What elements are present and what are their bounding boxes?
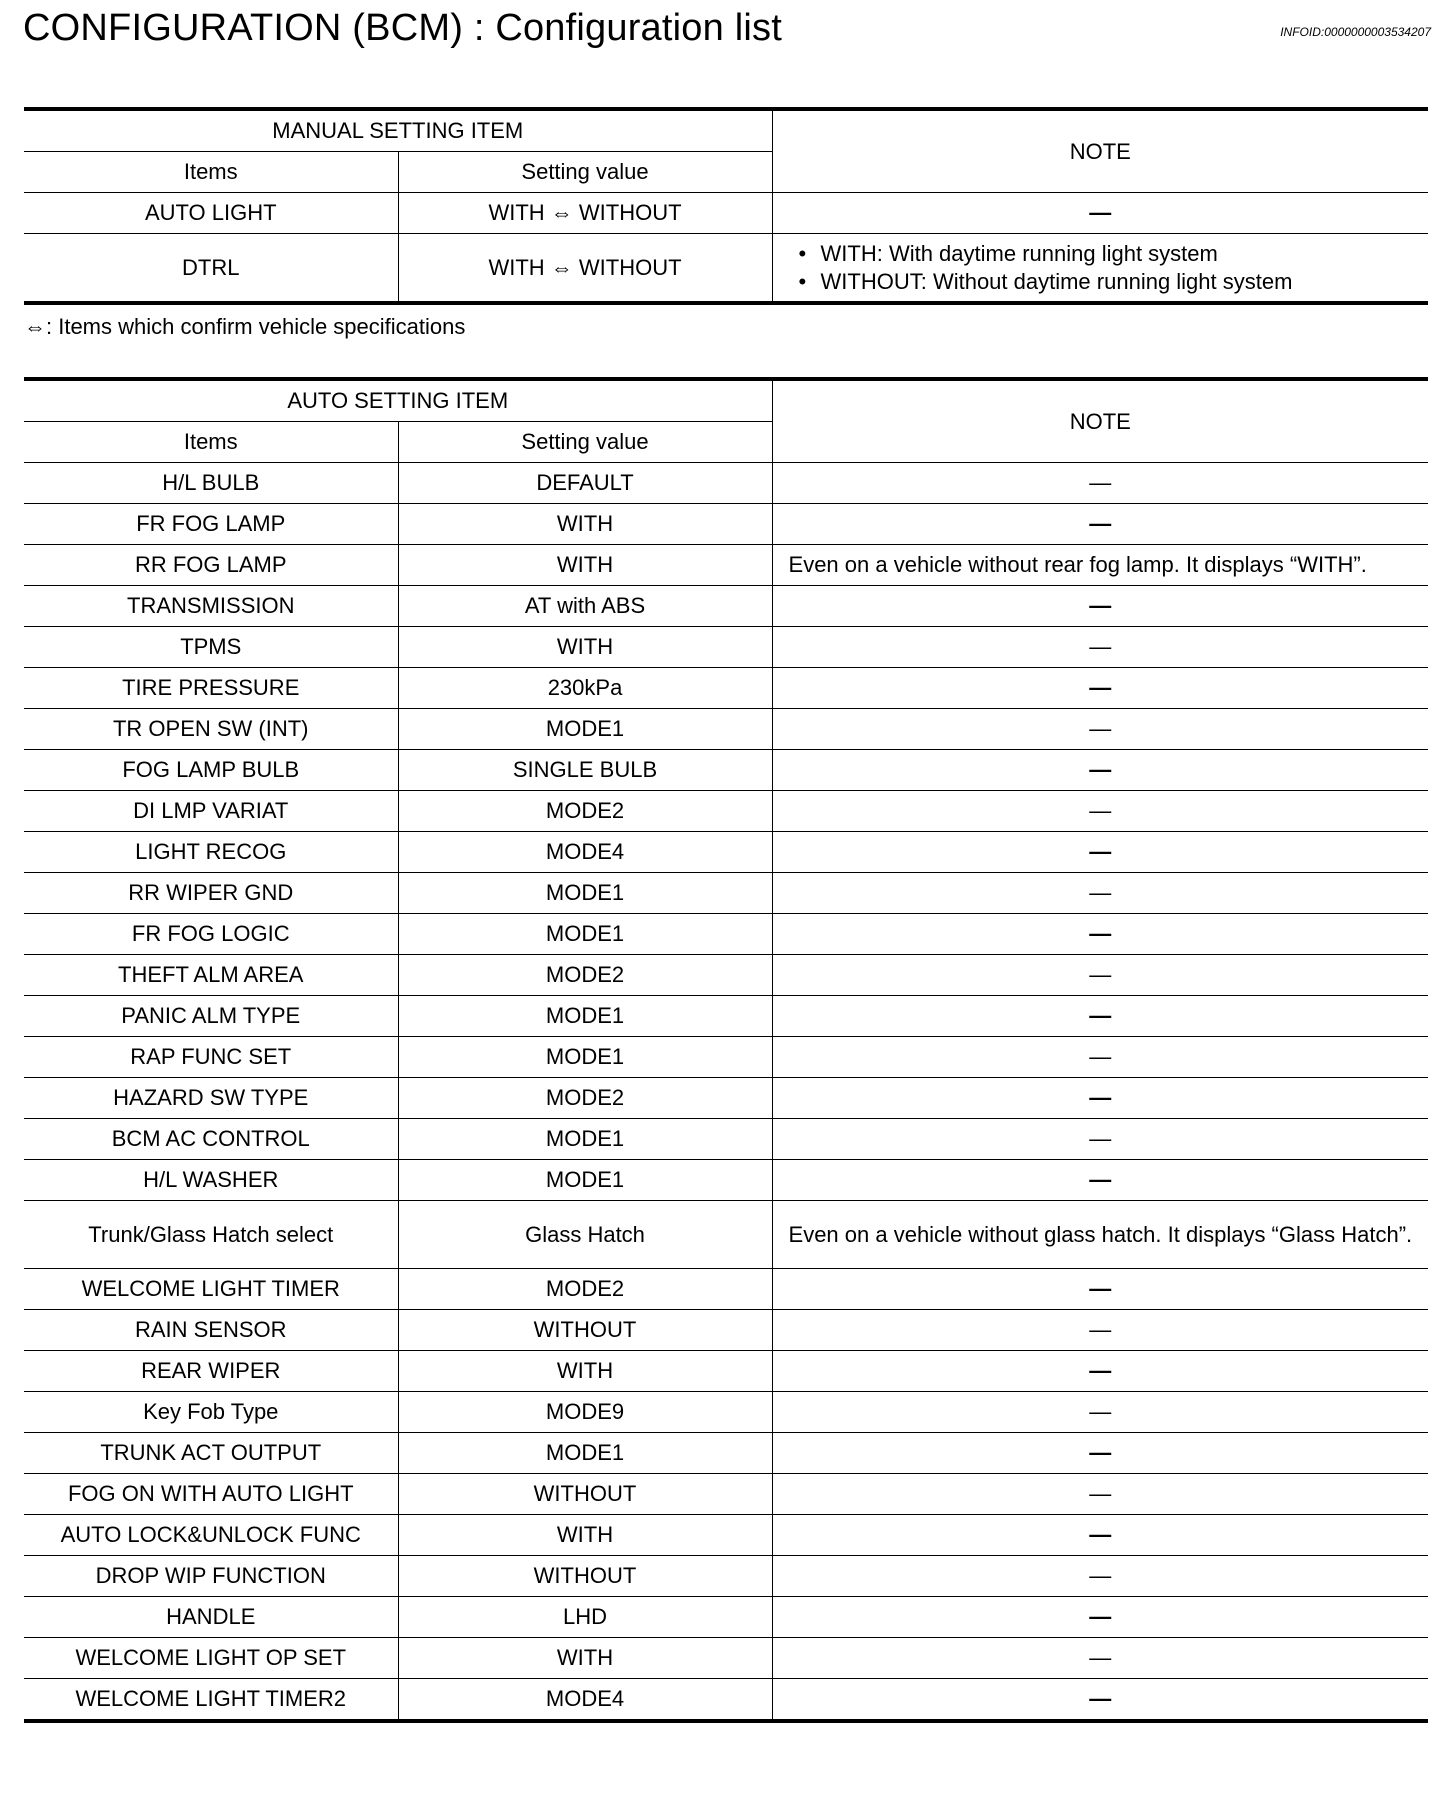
table-row [24,1474,1428,1515]
note-cell: — [772,504,1428,545]
value-cell: WITH [398,504,772,545]
note-cell: — [772,668,1428,709]
note-cell: — [772,193,1428,234]
value-cell: MODE2 [398,1269,772,1310]
item-cell: RR FOG LAMP [24,545,398,586]
item-cell: TR OPEN SW (INT) [24,709,398,750]
table-row [24,832,1428,873]
note-bullet: • WITHOUT: Without daytime running light system [799,268,1419,296]
table-row [24,1037,1428,1078]
item-cell: Key Fob Type [24,1392,398,1433]
table-row [24,463,1428,504]
note-cell: — [772,1310,1428,1351]
note-bullet-list [783,240,1419,296]
value-cell: AT with ABS [398,586,772,627]
legend-note: ⇔: Items which confirm vehicle specifications [24,314,466,339]
page-title: CONFIGURATION (BCM) : Configuration list [23,7,782,49]
value-cell: WITH ⇔ WITHOUT [398,234,772,304]
table-row [24,1119,1428,1160]
note-cell: — [772,1392,1428,1433]
note-cell: — [772,1351,1428,1392]
value-cell: WITH [398,627,772,668]
item-cell: FOG ON WITH AUTO LIGHT [24,1474,398,1515]
value-cell: LHD [398,1597,772,1638]
item-cell: FR FOG LAMP [24,504,398,545]
value-cell: MODE1 [398,914,772,955]
auto-header: AUTO SETTING ITEM [24,379,772,422]
item-cell: DTRL [24,234,398,304]
item-cell: FR FOG LOGIC [24,914,398,955]
item-cell: HAZARD SW TYPE [24,1078,398,1119]
note-cell: — [772,750,1428,791]
value-cell: MODE9 [398,1392,772,1433]
note-cell: — [772,463,1428,504]
item-cell: Trunk/Glass Hatch select [24,1201,398,1269]
value-cell: MODE1 [398,1037,772,1078]
value-cell: SINGLE BULB [398,750,772,791]
auto-col-items: Items [24,422,398,463]
note-cell: Even on a vehicle without rear fog lamp. It displays “WITH”. [772,545,1428,586]
note-cell [772,234,1428,304]
item-cell: WELCOME LIGHT TIMER [24,1269,398,1310]
note-cell: — [772,1556,1428,1597]
value-cell: MODE1 [398,1119,772,1160]
table-row [24,709,1428,750]
auto-note-header: NOTE [772,379,1428,463]
value-cell: WITH [398,1638,772,1679]
item-cell: TRANSMISSION [24,586,398,627]
manual-header: MANUAL SETTING ITEM [24,109,772,152]
value-cell: WITHOUT [398,1474,772,1515]
item-cell: FOG LAMP BULB [24,750,398,791]
item-cell: H/L WASHER [24,1160,398,1201]
item-cell: H/L BULB [24,463,398,504]
item-cell: THEFT ALM AREA [24,955,398,996]
value-cell: MODE2 [398,791,772,832]
table-row [24,750,1428,791]
value-cell: MODE4 [398,832,772,873]
value-cell: MODE2 [398,955,772,996]
note-bullet: • WITH: With daytime running light system [799,240,1419,268]
table-row [24,791,1428,832]
table-row [24,996,1428,1037]
table-row [24,1269,1428,1310]
item-cell: DI LMP VARIAT [24,791,398,832]
table-row [24,234,1428,304]
item-cell: TPMS [24,627,398,668]
value-cell: MODE4 [398,1679,772,1722]
table-row [24,586,1428,627]
table-row [24,1515,1428,1556]
table-row [24,504,1428,545]
table-row [24,193,1428,234]
info-id: INFOID:0000000003534207 [1280,25,1431,39]
note-cell: — [772,955,1428,996]
note-cell: — [772,914,1428,955]
item-cell: DROP WIP FUNCTION [24,1556,398,1597]
item-cell: RR WIPER GND [24,873,398,914]
note-cell: — [772,1119,1428,1160]
value-cell: DEFAULT [398,463,772,504]
item-cell: AUTO LIGHT [24,193,398,234]
table-row [24,1078,1428,1119]
note-cell: — [772,627,1428,668]
item-cell: WELCOME LIGHT OP SET [24,1638,398,1679]
item-cell: PANIC ALM TYPE [24,996,398,1037]
note-cell: — [772,832,1428,873]
table-row [24,873,1428,914]
item-cell: LIGHT RECOG [24,832,398,873]
note-cell: — [772,873,1428,914]
item-cell: BCM AC CONTROL [24,1119,398,1160]
value-cell: WITH ⇔ WITHOUT [398,193,772,234]
note-cell: — [772,1515,1428,1556]
table-row [24,1310,1428,1351]
item-cell: RAP FUNC SET [24,1037,398,1078]
manual-note-header: NOTE [772,109,1428,193]
value-cell: WITH [398,1351,772,1392]
manual-col-value: Setting value [398,152,772,193]
note-cell: — [772,1160,1428,1201]
auto-col-value: Setting value [398,422,772,463]
note-cell: — [772,791,1428,832]
value-cell: WITH [398,1515,772,1556]
item-cell: TRUNK ACT OUTPUT [24,1433,398,1474]
item-cell: TIRE PRESSURE [24,668,398,709]
item-cell: WELCOME LIGHT TIMER2 [24,1679,398,1722]
value-cell: WITH [398,545,772,586]
table-row [24,1679,1428,1722]
table-row [24,1638,1428,1679]
note-cell: — [772,1269,1428,1310]
note-cell: — [772,709,1428,750]
table-row [24,1556,1428,1597]
value-cell: WITHOUT [398,1310,772,1351]
note-cell: — [772,586,1428,627]
table-row [24,1201,1428,1269]
value-cell: MODE1 [398,1433,772,1474]
value-cell: Glass Hatch [398,1201,772,1269]
item-cell: HANDLE [24,1597,398,1638]
table-row [24,545,1428,586]
note-cell: — [772,1679,1428,1722]
note-cell: — [772,1433,1428,1474]
value-cell: MODE1 [398,709,772,750]
table-row [24,1392,1428,1433]
item-cell: RAIN SENSOR [24,1310,398,1351]
item-cell: REAR WIPER [24,1351,398,1392]
table-row [24,914,1428,955]
table-row [24,627,1428,668]
table-row [24,1160,1428,1201]
table-row [24,955,1428,996]
note-cell: — [772,1474,1428,1515]
note-cell: — [772,1078,1428,1119]
note-cell: — [772,996,1428,1037]
table-row [24,1597,1428,1638]
note-cell: — [772,1037,1428,1078]
note-cell: Even on a vehicle without glass hatch. It displays “Glass Hatch”. [772,1201,1428,1269]
table-row [24,1351,1428,1392]
value-cell: 230kPa [398,668,772,709]
auto-setting-table [24,377,1428,1723]
note-cell: — [772,1638,1428,1679]
item-cell: AUTO LOCK&UNLOCK FUNC [24,1515,398,1556]
value-cell: MODE1 [398,1160,772,1201]
value-cell: MODE1 [398,873,772,914]
table-row [24,668,1428,709]
value-cell: MODE2 [398,1078,772,1119]
note-cell: — [772,1597,1428,1638]
manual-col-items: Items [24,152,398,193]
manual-setting-table [24,107,1428,305]
table-row [24,1433,1428,1474]
value-cell: WITHOUT [398,1556,772,1597]
value-cell: MODE1 [398,996,772,1037]
